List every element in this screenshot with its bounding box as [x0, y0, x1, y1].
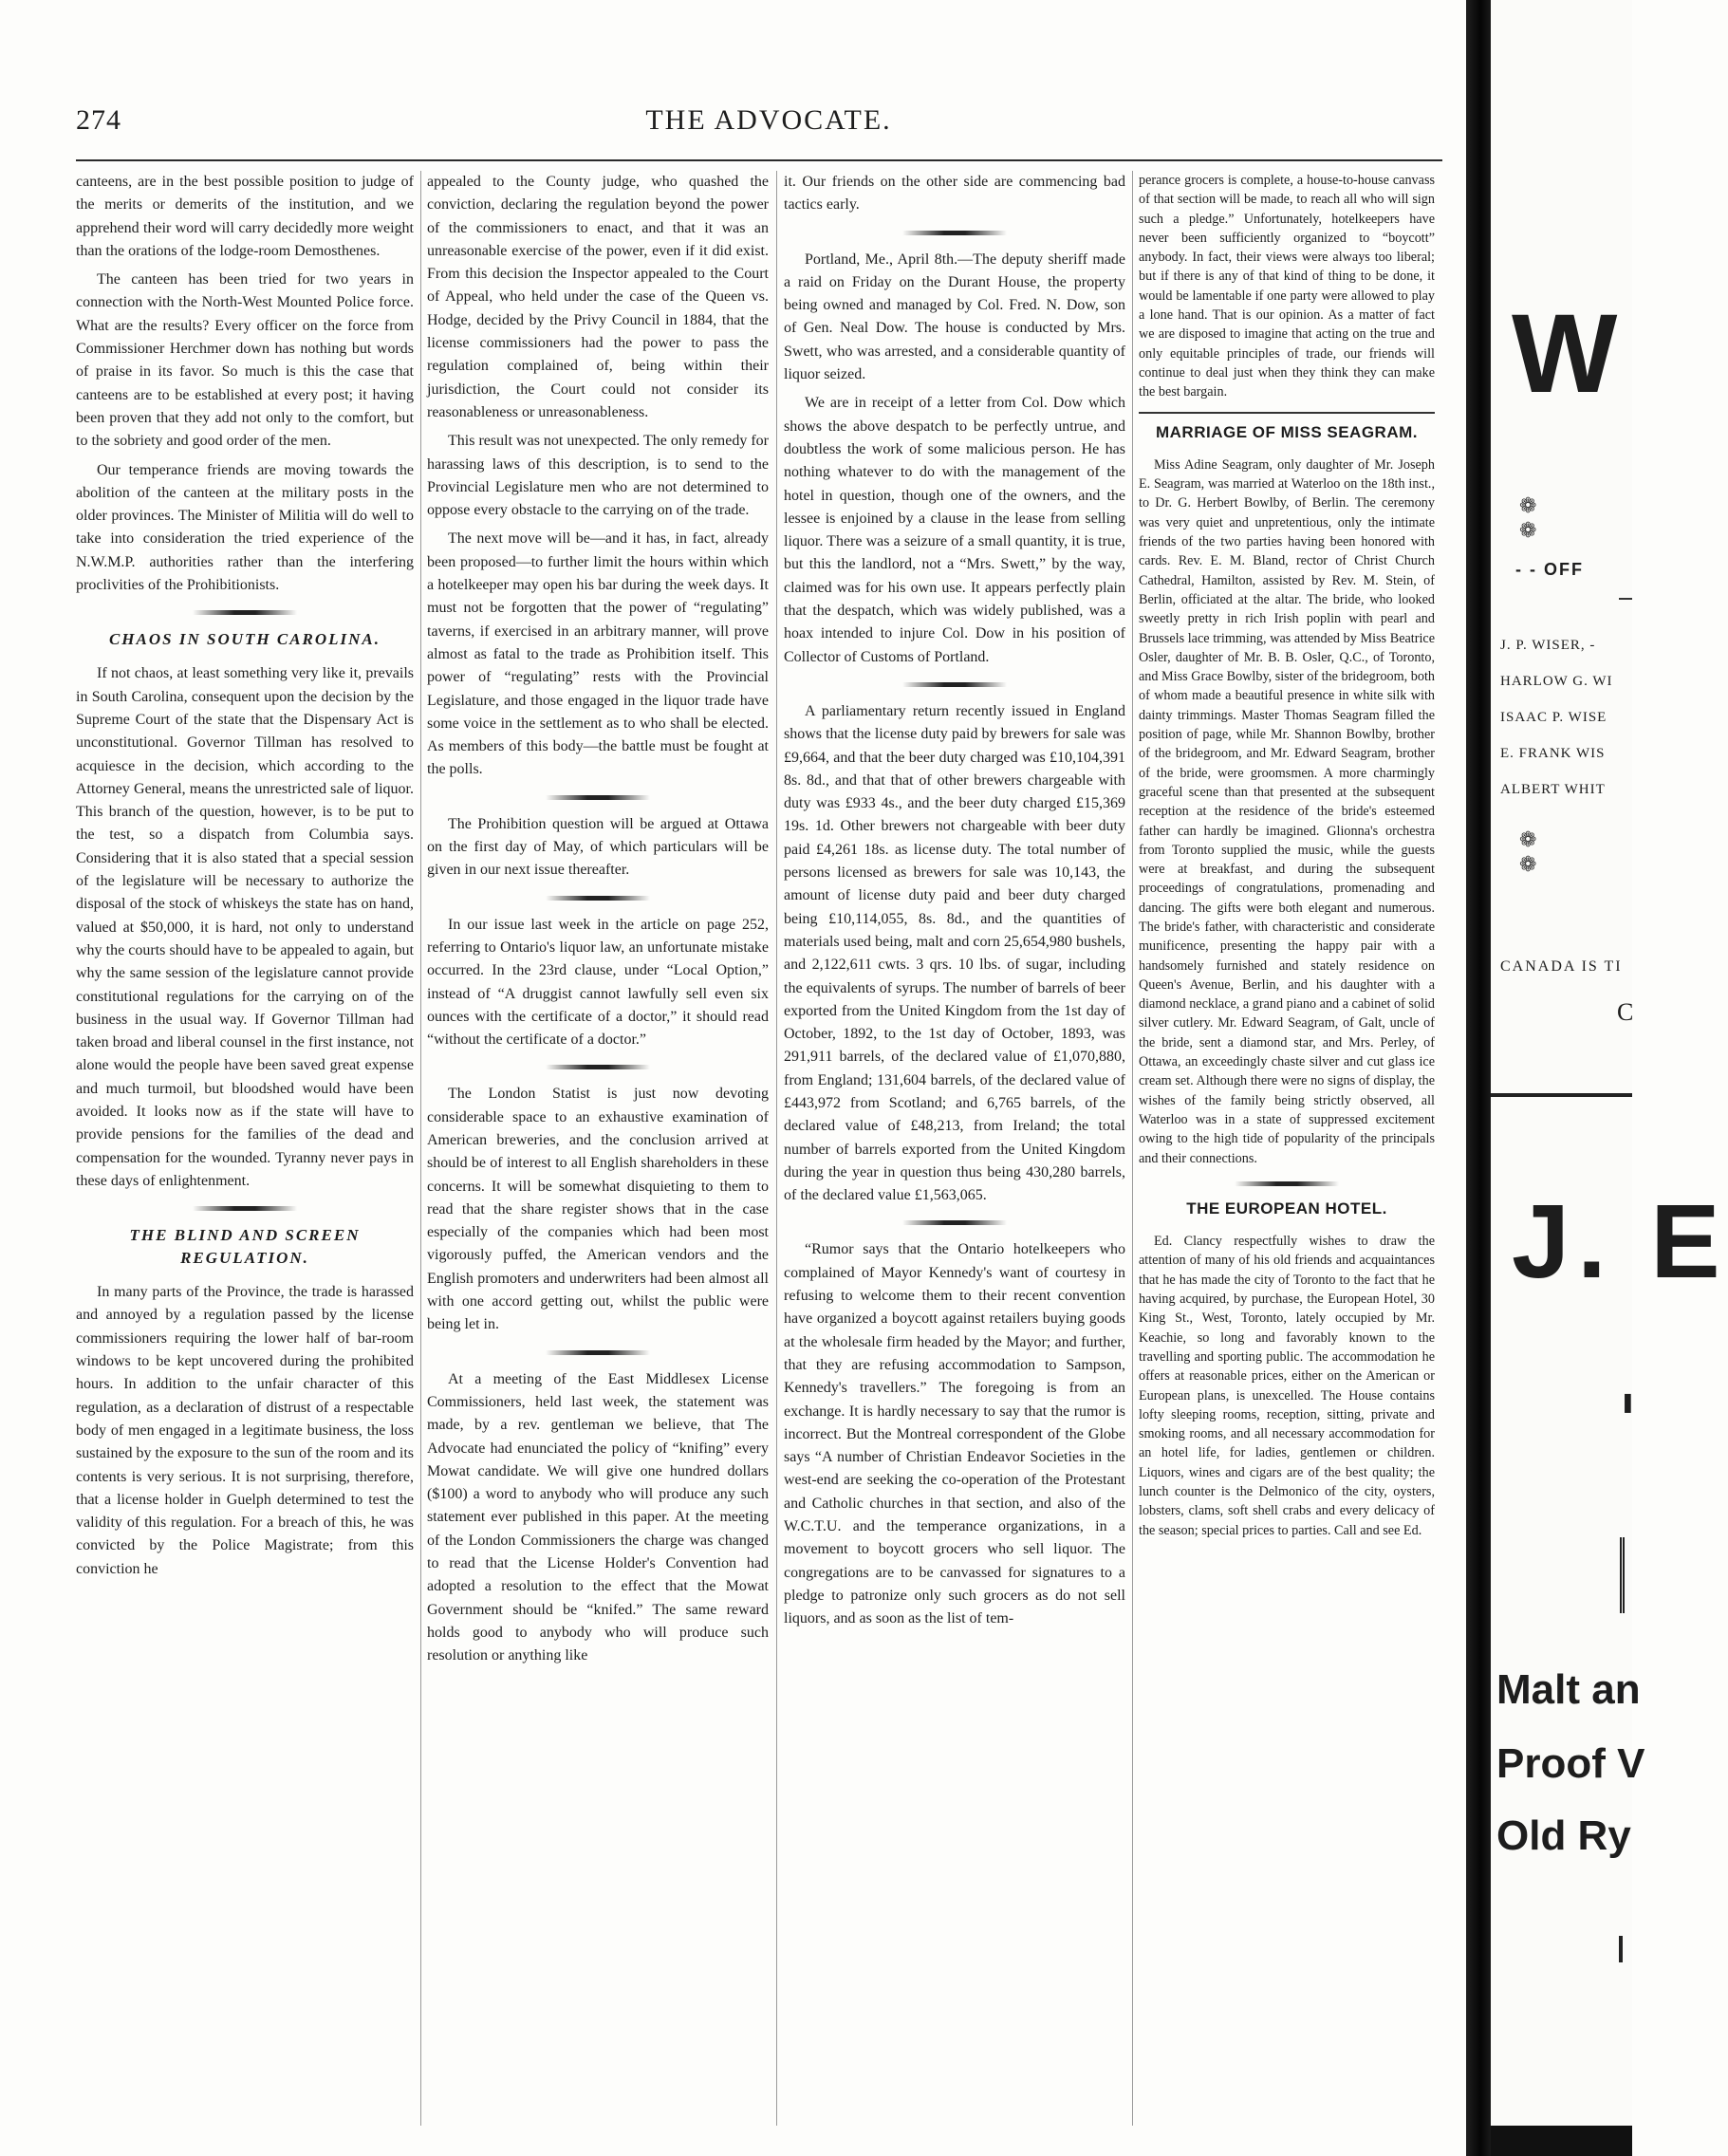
- section-divider: [546, 1350, 650, 1355]
- ad-offices-label: - - OFF: [1515, 560, 1584, 579]
- article-paragraph: In our issue last week in the article on page 252, referring to Ontario's liquor law, an unfortunate mistake occurred. In the 23rd clause, under “Local Option,” instead of “A druggist cannot lawfully sell even six ounces with the certificate of a doctor,” it should read “without the certificate of a doctor.”: [427, 916, 769, 1049]
- article-paragraph: In many parts of the Province, the trade is harassed and annoyed by a regulation passed by the license commissioners requiring the lower half of bar-room windows to be kept uncovered during the prohibited hours. In addition to the unfair character of this regulation, as a declaration of distrust of a respectable body of men engaged in a legitimate business, the loss sustained by the exposure to the sun of the room and its contents is very serious. It is not surprising, therefore, that a license holder in Guelph determined to test the validity of this regulation. For a breach of this, he was convicted by the Police Magistrate; from this conviction he: [76, 1284, 414, 1577]
- ad-edge-mark: [1619, 1936, 1632, 1962]
- ad-headline-je: J. E: [1512, 1183, 1728, 1300]
- article-paragraph: This result was not unexpected. The only remedy for harassing laws of this description, is to send to the Provincial Legislature men who are not determined to oppose every obstacle to the carrying on of the trade.: [427, 433, 769, 519]
- ad-canada-line: CANADA IS TI: [1500, 958, 1623, 975]
- ad-letter: C: [1617, 998, 1634, 1026]
- ad-bracket-mark: [1620, 1537, 1630, 1613]
- ad-name-line: ALBERT WHIT: [1500, 782, 1606, 797]
- flower-ornament-icon: ❁ ❁: [1519, 827, 1570, 876]
- article-paragraph: The next move will be—and it has, in fact, already been proposed—to further limit the hours within which a hotelkeeper may open his bar during the week days. It must not be forgotten that the power of “regulating” taverns, if exercised in an arbitrary manner, will prove almost as fatal to the trade as Prohibition itself. This power of “regulating” rests with the Provincial Legislature, and those engaged in the liquor trade have some voice in the settlement as to who shall be elected. As members of this body—the battle must be fought at the polls.: [427, 530, 769, 778]
- article-paragraph: canteens, are in the best possible position to judge of the merits or demerits of the institution, and we apprehend their word will carry decidedly more weight than the orations of the lodge-room Demosthenes.: [76, 174, 414, 259]
- ad-name-line: ISAAC P. WISE: [1500, 710, 1607, 725]
- section-divider: [546, 795, 650, 800]
- section-divider: [193, 1206, 297, 1211]
- ad-name-line: E. FRANK WIS: [1500, 746, 1606, 761]
- ad-headline-letter: W: [1512, 291, 1614, 417]
- headline-chaos-south-carolina: CHAOS IN SOUTH CAROLINA.: [108, 630, 381, 649]
- ad-product-line: Malt an: [1496, 1666, 1641, 1713]
- ad-rule: [1619, 598, 1632, 600]
- section-divider: [546, 896, 650, 901]
- section-divider: [902, 231, 1007, 235]
- column-divider: [1132, 171, 1133, 2126]
- article-paragraph: “Rumor says that the Ontario hotelkeepers who complained of Mayor Kennedy's want of courtesy in refusing to welcome them to their recent convention have organized a boycott against retailers buying goods at the wholesale firm headed by the Mayor; and further, that they are refusing accommodation to Sampson, Kennedy's travellers.” The foregoing is from an exchange. It is hardly necessary to say that the rumor is incorrect. But the Montreal correspondent of the Globe says “A number of Christian Endeavor Societies in the west-end are seeking the co-operation of the Protestant and Catholic churches in that section, and also of the W.C.T.U. and the temperance organizations, in a movement to boycott grocers who sell liquor. The congregations are to be canvassed for signatures to a pledge to patronize only such grocers as do not sell liquors, and as soon as the list of tem-: [784, 1241, 1125, 1627]
- ad-bottom-bar: [1491, 2126, 1632, 2156]
- article-paragraph: Ed. Clancy respectfully wishes to draw the attention of many of his old friends and acquaintances that he has made the city of Toronto to the fact that he having acquired, by purchase, the European Hotel, 30 King St., West, Toronto, lately occupied by Mr. Keachie, so long and favorably known to the travelling and sporting public. The accommodation he offers at reasonable prices, either on the American or European plans, is unexcelled. The House contains lofty sleeping rooms, reception, sitting, private and smoking rooms, and all necessary accommodation for an hotel life, for ladies, gentlemen or children. Liquors, wines and cigars are of the best quality; the lunch counter is the Delmonico of the city, oysters, lobsters, clams, soft shell crabs and every delicacy of the season; special prices to parties. Call and see Ed.: [1139, 1234, 1435, 1538]
- section-divider: [902, 682, 1007, 687]
- top-rule: [76, 159, 1442, 161]
- column-4: [1139, 171, 1435, 2126]
- article-paragraph: The canteen has been tried for two years in connection with the North-West Mounted Police force. What are the results? Every officer on the force from Commissioner Herchmer down has nothing but words of praise in its favor. So much is this the case that canteens are to be established at every post; it having been proven that they add not only to the comfort, but to the sobriety and good order of the men.: [76, 271, 414, 450]
- article-paragraph: appealed to the County judge, who quashed the conviction, declaring the regulation beyond the power of the commissioners to enact, and that it was an unreasonable exercise of the power, even if it did exist. From this decision the Inspector appealed to the Court of Appeal, who held under the case of the Queen vs. Hodge, decided by the Privy Council in 1884, that the license commissioners had the power to pass the regulation complained of, being within their jurisdiction, the Court could not consider its reasonableness or unreasonableness.: [427, 174, 769, 420]
- ad-product-line: Proof V: [1496, 1740, 1645, 1787]
- ad-name-line: HARLOW G. WI: [1500, 674, 1613, 689]
- column-1: [76, 171, 414, 2126]
- ad-ornament-mark: ❚: [1620, 1392, 1636, 1413]
- article-paragraph: Portland, Me., April 8th.—The deputy sheriff made a raid on Friday on the Durant House, the property being owned and managed by Col. Fred. N. Dow, son of Gen. Neal Dow. The house is conducted by Mrs. Swett, who was arrested, and a considerable quantity of liquor seized.: [784, 251, 1125, 383]
- ad-product-line: Old Ry: [1496, 1812, 1631, 1859]
- ad-divider: [1491, 1093, 1632, 1097]
- section-divider: [193, 610, 297, 615]
- column-3: [784, 171, 1125, 2126]
- headline-blind-screen-regulation: THE BLIND AND SCREEN REGULATION.: [129, 1226, 361, 1268]
- flower-ornament-icon: ❁ ❁: [1519, 493, 1570, 542]
- article-paragraph: We are in receipt of a letter from Col. Dow which shows the above despatch to be perfectly untrue, and doubtless the work of some malicious person. He has nothing whatever to do with the management of the hotel in question, though one of the owners, and the lessee is enjoined by a clause in the lease from selling liquor. There was a seizure of a small quantity, it is true, but this the landlord, not a “Mrs. Swett,” by the way, claimed was for his own use. It appears perfectly plain that the despatch, which was widely published, was a hoax intended to injure Col. Dow in his position of Collector of Customs of Portland.: [784, 395, 1125, 665]
- section-divider: [902, 1220, 1007, 1225]
- column-divider: [420, 171, 421, 2126]
- headline-marriage-miss-seagram: MARRIAGE OF MISS SEAGRAM.: [1139, 412, 1435, 442]
- section-divider: [1235, 1181, 1339, 1186]
- article-paragraph: it. Our friends on the other side are commencing bad tactics early.: [784, 174, 1125, 214]
- article-paragraph: Our temperance friends are moving towards the abolition of the canteen at the military posts in the older provinces. The Minister of Militia will do well to take into consideration the tried experience of the N.W.M.P. authorities rather than the interfering proclivities of the Prohibitionists.: [76, 461, 414, 594]
- article-paragraph: At a meeting of the East Middlesex License Commissioners, held last week, the statement was made, by a rev. gentleman we believe, that The Advocate had enunciated the policy of “knifing” every Mowat candidate. We will give one hundred dollars ($100) a word to anybody who will produce any such statement ever published in this paper. At the meeting of the London Commissioners the charge was changed to read that the License Holder's Convention had adopted a resolution to the effect that the Mowat Government should be “knifed.” The same reward holds good to anybody who will produce such resolution or anything like: [427, 1370, 769, 1664]
- page-number: 274: [76, 104, 121, 136]
- column-2: [427, 171, 769, 2126]
- article-paragraph: If not chaos, at least something very like it, prevails in South Carolina, consequent upon the decision by the Supreme Court of the state that the Dispensary Act is unconstitutional. Governor Tillman has resolved to acquiesce in the decision, which according to the Attorney General, means the unrestricted sale of liquor. This branch of the question, however, is to be put to the test, so a dispatch from Columbia says. Considering that it is also stated that a special session of the legislature will be necessary to authorize the disposal of the stock of whiskeys the state has on hand, valued at $50,000, it is hard, not only to understand why the courts should have to be appealed to again, but why the same session of the legislature cannot provide constitutional regulations for the carrying on of the business in the usual way. If Governor Tillman had taken broad and liberal counsel in the first instance, not alone would the people have been saved great expense and much turmoil, but bloodshed would have been avoided. It looks now as if the state will have to provide pensions for the families of the dead and compensation for the wounded. Tyranny never pays in these days of enlightenment.: [76, 665, 414, 1189]
- page-binding-shadow: [1466, 0, 1491, 2156]
- column-divider: [776, 171, 777, 2126]
- headline-european-hotel: THE EUROPEAN HOTEL.: [1186, 1199, 1387, 1217]
- ad-name-line: J. P. WISER, -: [1500, 638, 1596, 653]
- article-paragraph: The London Statist is just now devoting considerable space to an exhaustive examination of American breweries, and the conclusion arrived at should be of interest to all English shareholders in these concerns. It will be somewhat disquieting to them to read that the share register shows that in the case especially of the companies which had been most vigorously puffed, the American vendors and the English promoters and underwriters had been almost all with one accord getting out, whilst the public were being let in.: [427, 1086, 769, 1333]
- article-paragraph: perance grocers is complete, a house-to-house canvass of that section will be made, to reach all who will sign such a pledge.” Unfortunately, hotelkeepers have never been sufficiently organized to “boycott” anybody. In fact, their views were always too liberal; but if there is any of that kind of thing to be done, it would be lamentable if one party were allowed to play a lone hand. That is our opinion. As a matter of fact we are disposed to imagine that acting on the true and only equitable principles of trade, our friends will continue to deal just when they think they can make the best bargain.: [1139, 173, 1435, 400]
- advertisement-page-edge: [1491, 0, 1728, 2156]
- article-paragraph: Miss Adine Seagram, only daughter of Mr. Joseph E. Seagram, was married at Waterloo on the 18th inst., to Dr. G. Herbert Bowlby, of Berlin. The ceremony was very quiet and unpretentious, only the intimate friends of the two parties having been honored with cards. Rev. E. M. Bland, rector of Christ Church Cathedral, Hamilton, assisted by Rev. M. Stein, of Berlin, officiated at the altar. The bride, who looked sweetly pretty in rich Irish poplin with pearl and Brussels lace trimming, was attended by Miss Beatrice Osler, daughter of Mr. B. B. Osler, Q.C., of Toronto, and Miss Grace Bowlby, sister of the bridegroom, both of whom made a beautiful presence in white silk with dainty trimmings. Master Thomas Seagram filled the position of page, while Mr. Shannon Bowlby, brother of the bridegroom, and Mr. Edward Seagram, brother of the bride, were groomsmen. A more charmingly graceful scene than that presented at the subsequent reception at the residence of the bride's esteemed father can hardly be imagined. Glionna's orchestra from Toronto supplied the music, while the guests were at breakfast, and during the subsequent proceedings of congratulations, promenading and dancing. The gifts were both elegant and numerous. The bride's father, with characteristic and considerate munificence, presenting the happy pair with a handsomely furnished and stately residence on Queen's Avenue, Berlin, and his daughter with a diamond necklace, a grand piano and a cabinet of solid silver cutlery. Mr. Edward Seagram, of Galt, uncle of the bride, sent a diamond star, and Mrs. Perley, of Ottawa, an exceedingly chaste silver and cut glass ice cream set. Although there were no signs of display, the wishes of the family being strictly observed, all Waterloo was in a state of suppressed excitement owing to the high tide of popularity of the principals and their connections.: [1139, 456, 1436, 1166]
- masthead: THE ADVOCATE.: [645, 104, 892, 136]
- article-paragraph: A parliamentary return recently issued in England shows that the license duty paid by brewers for sale was £9,664, and that the beer duty charged was £10,104,391 8s. 8d., and that that of other brewers chargeable with duty was £933 4s., and the beer duty charged £15,369 19s. 1d. Other brewers not chargeable with beer duty paid £4,261 18s. as license duty. The total number of persons licensed as brewers for sale was 10,143, the amount of license duty paid and beer duty charged being £10,114,055, 8s. 8d., and the quantities of materials used being, malt and corn 25,654,980 bushels, and 2,122,611 cwts. 3 qrs. 10 lbs. of sugar, including the equivalents of syrups. The number of barrels of beer exported from the United Kingdom from the 1st day of October, 1892, to the 1st day of October, 1893, was 291,911 barrels, of the declared value of £1,070,880, from England; 131,604 barrels, of the declared value of £443,972 from Scotland; and 6,765 barrels, of the declared value of £48,213, from Ireland; the total number of barrels exported from the United Kingdom during the year in question thus being 430,280 barrels, of the declared value £1,563,065.: [784, 702, 1125, 1204]
- article-paragraph: The Prohibition question will be argued at Ottawa on the first day of May, of which particulars will be given in our next issue thereafter.: [427, 815, 769, 879]
- section-divider: [546, 1065, 650, 1069]
